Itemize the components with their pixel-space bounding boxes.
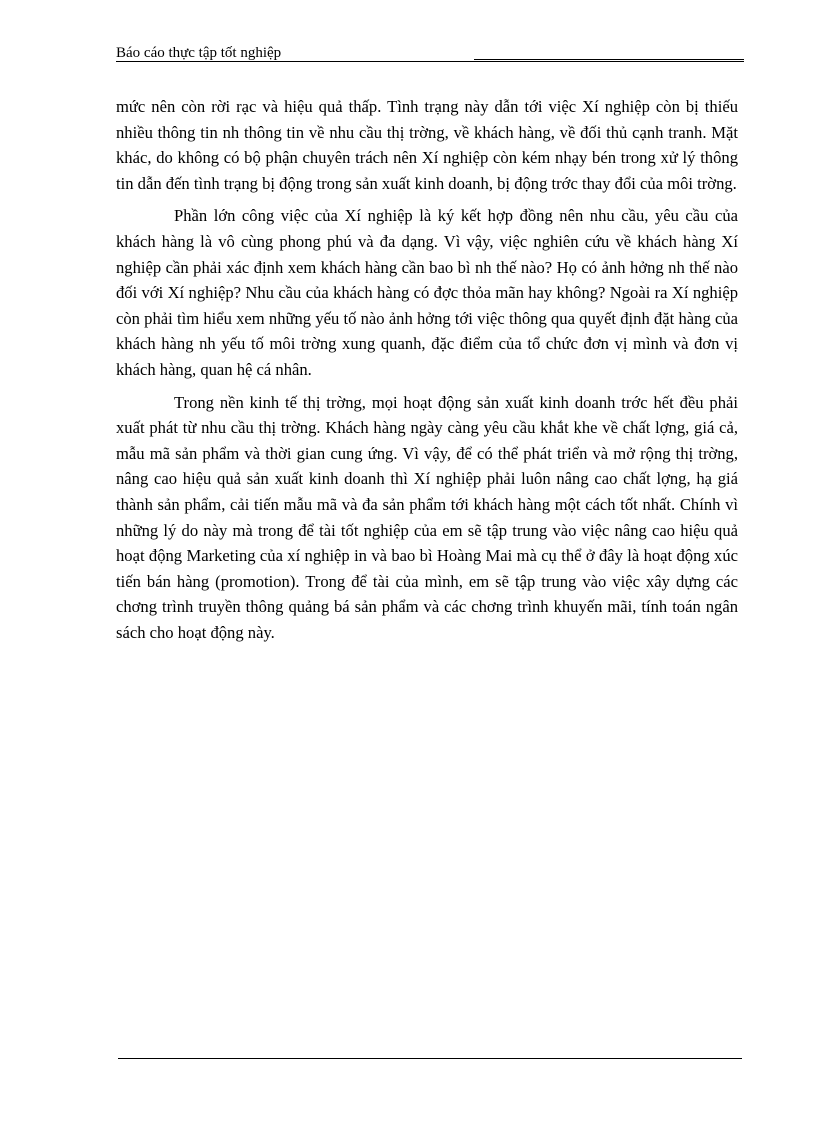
footer-rule xyxy=(118,1058,742,1059)
paragraph-3: Trong nền kinh tế thị trờng, mọi hoạt động sản xuất kinh doanh trớc hết đều phải xuất phát từ nhu cầu thị trờng. Khách hàng ngày càng yêu cầu khắt khe về chất lợng, giá cả, mẫu mã sản phẩm và thời gian cung ứng. Vì vậy, để có thể phát triển và mở rộng thị trờng, nâng cao hiệu quả sản xuất kinh doanh thì Xí nghiệp phải luôn nâng cao chất lợng, hạ giá thành sản phẩm, cải tiến mẫu mã và đa sản phẩm tới khách hàng một cách tốt nhất. Chính vì những lý do này mà trong để tài tốt nghiệp của em sẽ tập trung vào việc nâng cao hiệu quả hoạt động Marketing của xí nghiệp in và bao bì Hoàng Mai mà cụ thể ở đây là hoạt động xúc tiến bán hàng (promotion). Trong để tài của mình, em sẽ tập trung vào việc xây dựng các chơng trình truyền thông quảng bá sản phẩm và các chơng trình khuyến mãi, tính toán ngân sách cho hoạt động này. xyxy=(116,392,738,642)
paragraph-1: mức nên còn rời rạc và hiệu quả thấp. Tình trạng này dẫn tới việc Xí nghiệp còn bị thiếu nhiều thông tin nh thông tin về nhu cầu thị trờng, về khách hàng, về đối thủ cạnh tranh. Mặt khác, do không có bộ phận chuyên trách nên Xí nghiệp còn kém nhạy bén trong xử lý thông tin dẫn đến tình trạng bị động trong sản xuất kinh doanh, bị động trớc thay đổi của môi trờng. xyxy=(116,97,738,193)
header-rule xyxy=(116,61,744,62)
header-title: Báo cáo thực tập tốt nghiệp xyxy=(116,45,282,61)
body-text xyxy=(116,94,738,652)
header-rule-accent xyxy=(474,59,744,60)
paragraph-2: Phần lớn công việc của Xí nghiệp là ký kết hợp đồng nên nhu cầu, yêu cầu của khách hàng là vô cùng phong phú và đa dạng. Vì vậy, việc nghiên cứu về khách hàng Xí nghiệp cần phải xác định xem khách hàng cần bao bì nh thế nào? Họ có ảnh hởng nh thế nào đối với Xí nghiệp? Nhu cầu của khách hàng có đợc thỏa mãn hay không? Ngoài ra Xí nghiệp còn phải tìm hiểu xem những yếu tố nào ảnh hởng tới việc thông qua quyết định đặt hàng của khách hàng nh yếu tố môi trờng xung quanh, đặc điểm của tổ chức đơn vị mình và đơn vị khách hàng, quan hệ cá nhân. xyxy=(116,206,738,379)
page-header xyxy=(116,44,744,64)
